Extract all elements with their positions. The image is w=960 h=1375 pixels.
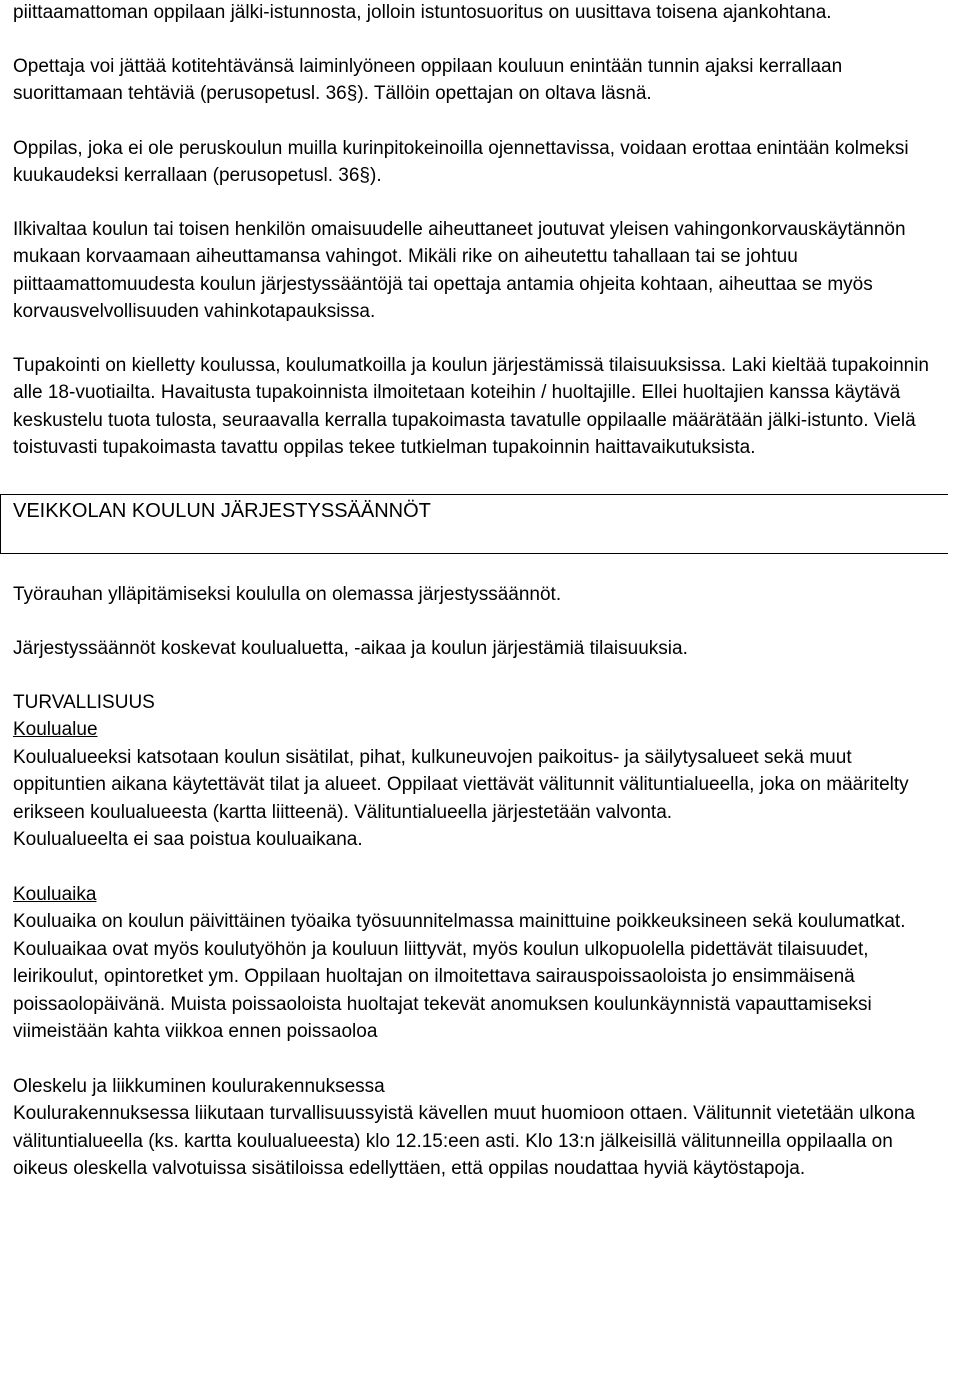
section-heading: VEIKKOLAN KOULUN JÄRJESTYSSÄÄNNÖT xyxy=(13,499,431,522)
section-heading-box xyxy=(0,494,948,554)
text-kouluaika: Kouluaika on koulun päivittäinen työaika työsuunnitelmassa mainittuine poikkeuksineen sekä koulumatkat. Kouluaikaa ovat myös koulutyöhön ja kouluun liittyvät, myös koulun ulkopuolella pidettävät tilaisuudet, leirikoulut, opintoretket ym. Oppilaan huoltajan on ilmoitettava sairauspoissaoloista jo ensimmäisenä poissaolopäivänä. Muista poissaoloista huoltajat tekevät anomuksen koulunkäynnistä vapauttamiseksi viimeistään kahta viikkoa ennen poissaoloa xyxy=(13,911,906,1042)
paragraph-tupakointi: Tupakointi on kielletty koulussa, koulumatkoilla ja koulun järjestämissä tilaisuuksissa. Laki kieltää tupakoinnin alle 18-vuotiailta. Havaitusta tupakoinnista ilmoitetaan koteihin / huoltajille. Ellei huoltajien kanssa käytävä keskustelu tuota tulosta, seuraavalla kerralla tupakoimasta tavatulle oppilaalle määrätään jälki-istunto. Vielä toistuvasti tupakoimasta tavattu oppilas tekee tutkielman tupakoinnin haittavaikutuksista. xyxy=(13,354,929,458)
intro-koskevat: Järjestyssäännöt koskevat koulualuetta, -aikaa ja koulun järjestämiä tilaisuuksia. xyxy=(13,638,688,659)
heading-turvallisuus: TURVALLISUUS xyxy=(13,691,155,713)
paragraph-erottaminen: Oppilas, joka ei ole peruskoulun muilla kurinpitokeinoilla ojennettavissa, voidaan erottaa enintään kolmeksi kuukaudeksi kerrallaan (perusopetusl. 36§). xyxy=(13,137,909,186)
text-koulualue: Koulualueeksi katsotaan koulun sisätilat, pihat, kulkuneuvojen paikoitus- ja säilytysalueet sekä muut oppituntien aikana käytettävät tilat ja alueet. Oppilaat viettävät välitunnit välituntialueella, joka on määritelty erikseen koulualueesta (kartta liitteenä). Välituntialueella järjestetään valvonta. xyxy=(13,746,909,823)
intro-tyorauha: Työrauhan ylläpitämiseksi koululla on olemassa järjestyssäännöt. xyxy=(13,583,562,605)
document-page xyxy=(13,0,948,1183)
paragraph-ilkivalta: Ilkivaltaa koulun tai toisen henkilön omaisuudelle aiheuttaneet joutuvat yleisen vahingonkorvauskäytännön mukaan korvaamaan aiheuttamansa vahingot. Mikäli rike on aiheutettu tahallaan tai se johtuu piittaamattomuudesta koulun järjestyssääntöjä tai opettaja antamia ohjeita kohtaan, aiheuttaa se myös korvausvelvollisuuden vahinkotapauksissa. xyxy=(13,218,906,322)
text-koulualue-poistuminen: Koulualueelta ei saa poistua kouluaikana. xyxy=(13,829,363,850)
subheading-kouluaika: Kouluaika xyxy=(13,883,97,905)
text-oleskelu: Koulurakennuksessa liikutaan turvallisuussyistä kävellen muut huomioon ottaen. Välitunnit vietetään ulkona välituntialueella (ks. kartta koulualueesta) klo 12.15:een asti. Klo 13:n jälkeisillä välitunneilla oppilaalla on oikeus oleskella valvotuissa sisätiloissa edellyttäen, että oppilas noudattaa hyviä käytöstapoja. xyxy=(13,1103,915,1179)
paragraph-kotitehtavat: Opettaja voi jättää kotitehtävänsä laiminlyöneen oppilaan kouluun enintään tunnin ajaksi kerrallaan suorittamaan tehtäviä (perusopetusl. 36§). Tällöin opettajan on oltava läsnä. xyxy=(13,55,843,104)
subheading-oleskelu: Oleskelu ja liikkuminen koulurakennuksessa xyxy=(13,1075,385,1097)
subheading-koulualue: Koulualue xyxy=(13,719,98,740)
paragraph-jalki-istunto: piittaamattoman oppilaan jälki-istunnosta, jolloin istuntosuoritus on uusittava toisena ajankohtana. xyxy=(13,2,832,23)
